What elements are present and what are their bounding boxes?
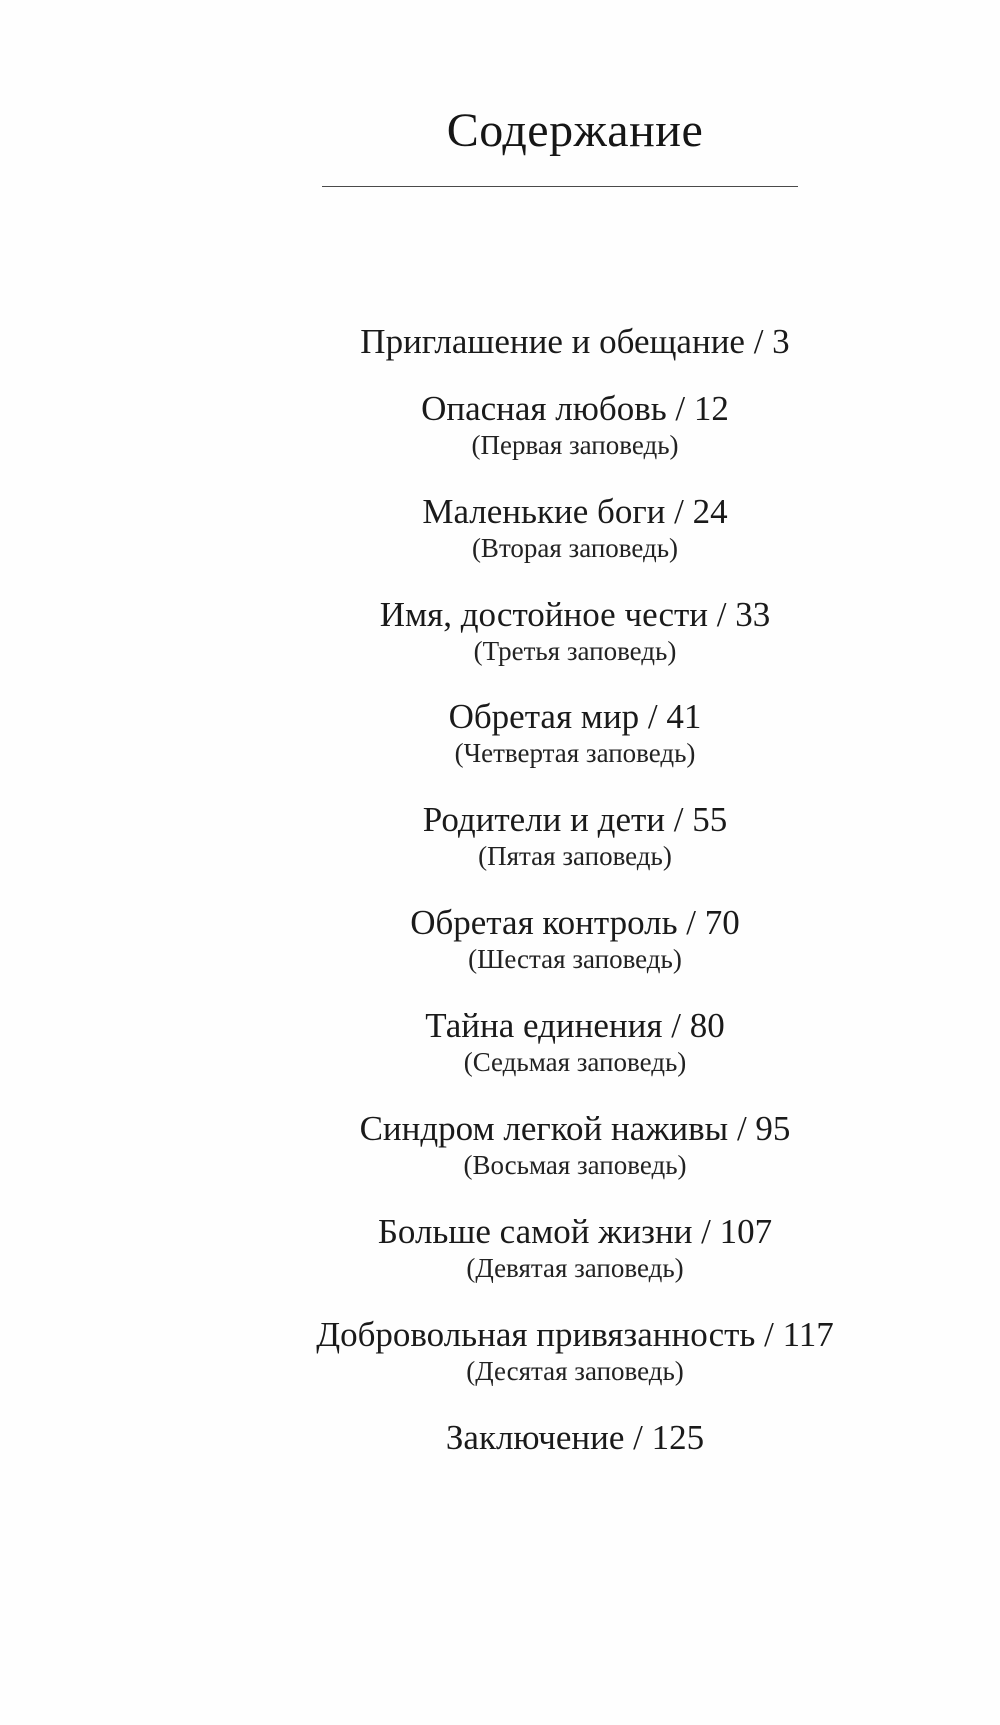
toc-entry-title: Имя, достойное чести / 33 (379, 595, 771, 634)
toc-entry-title: Тайна единения / 80 (425, 1006, 725, 1045)
toc-entry[interactable] (0, 903, 1000, 975)
toc-entry-title: Синдром легкой наживы / 95 (359, 1109, 791, 1148)
toc-entry-title: Обретая мир / 41 (448, 697, 702, 736)
toc-entry-title: Добровольная привязанность / 117 (316, 1315, 834, 1354)
toc-entry-subtitle: (Девятая заповедь) (466, 1253, 684, 1283)
toc-entry[interactable] (0, 800, 1000, 872)
toc-entry-title: Больше самой жизни / 107 (377, 1212, 773, 1251)
toc-entry-subtitle: (Вторая заповедь) (471, 533, 679, 563)
page-title: Содержание (446, 104, 704, 157)
toc-entry[interactable] (0, 1006, 1000, 1078)
toc-entry-subtitle: (Десятая заповедь) (466, 1356, 684, 1386)
toc-entry-subtitle: (Восьмая заповедь) (463, 1150, 687, 1180)
toc-entry[interactable] (0, 697, 1000, 769)
toc-entry[interactable] (0, 595, 1000, 667)
toc-entry[interactable] (0, 1418, 1000, 1458)
toc-entry-title: Обретая контроль / 70 (410, 903, 740, 942)
toc-entry[interactable] (0, 1109, 1000, 1181)
toc-entry-subtitle: (Первая заповедь) (471, 430, 679, 460)
toc-entry-title: Приглашение и обещание / 3 (360, 322, 790, 361)
toc-entry-title: Маленькие боги / 24 (422, 492, 728, 531)
toc-entry[interactable] (0, 322, 1000, 362)
toc-entry-title: Заключение / 125 (445, 1418, 705, 1457)
toc-entry-title: Родители и дети / 55 (422, 800, 728, 839)
toc-entry-title: Опасная любовь / 12 (421, 389, 729, 428)
toc-entry-subtitle: (Шестая заповедь) (468, 944, 682, 974)
toc-entry[interactable] (0, 492, 1000, 564)
toc-entry-subtitle: (Третья заповедь) (473, 636, 677, 666)
toc-entry[interactable] (0, 1212, 1000, 1284)
toc-entry-subtitle: (Седьмая заповедь) (463, 1047, 687, 1077)
toc-entry-subtitle: (Пятая заповедь) (478, 841, 672, 871)
title-divider (322, 186, 798, 187)
toc-entry[interactable] (0, 389, 1000, 461)
toc-entry-subtitle: (Четвертая заповедь) (454, 738, 696, 768)
toc-entry[interactable] (0, 1315, 1000, 1387)
